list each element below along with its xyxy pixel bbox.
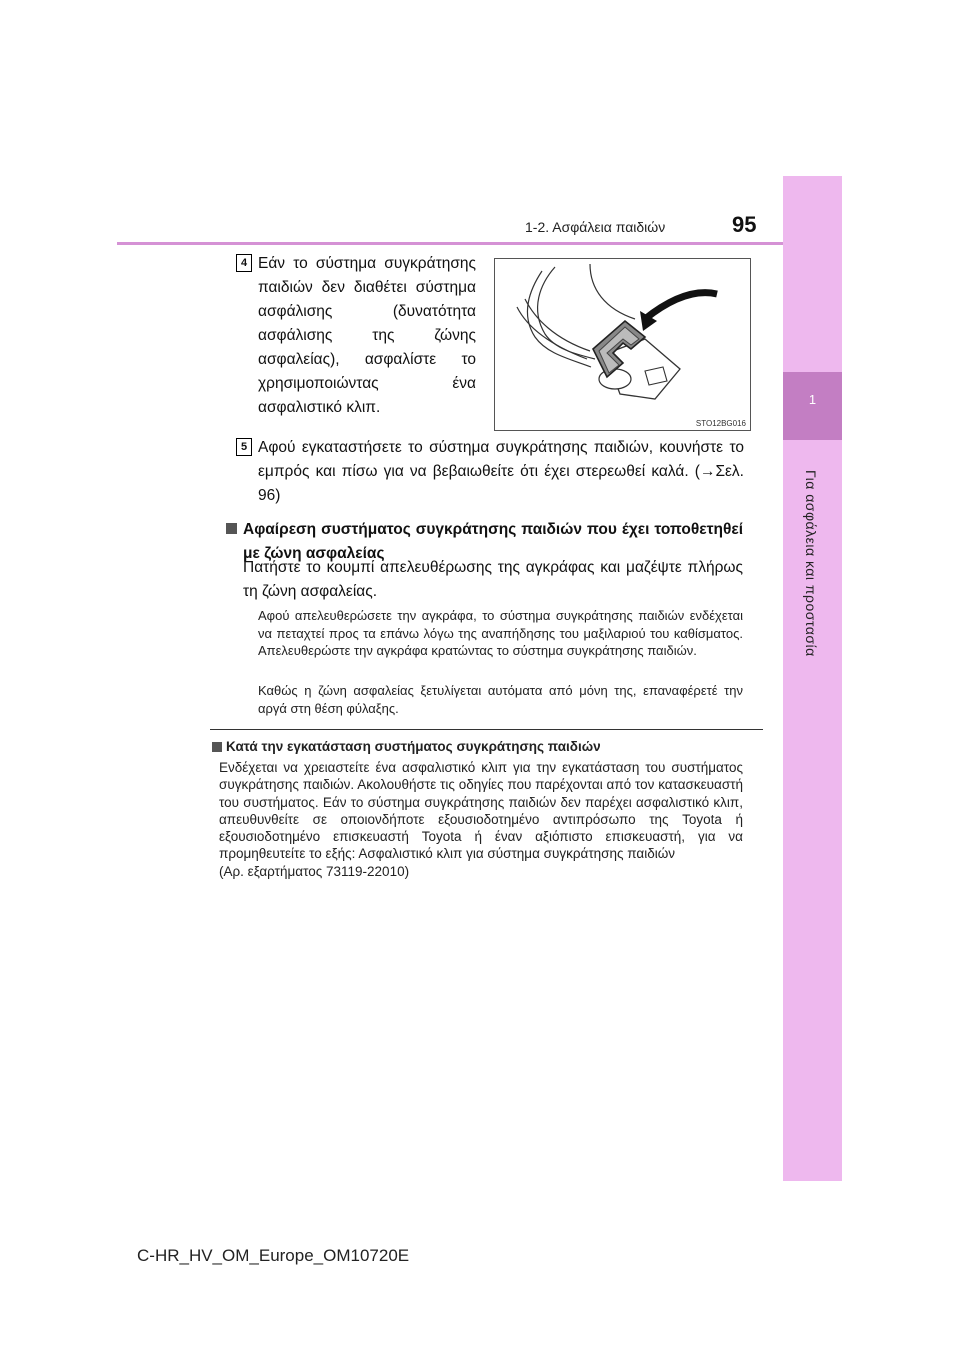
- chapter-title: Για ασφάλεια και προστασία: [803, 470, 819, 657]
- figure-locking-clip: [494, 258, 751, 431]
- chapter-number: 1: [808, 392, 817, 407]
- figure-code: STO12BG016: [695, 419, 746, 428]
- subsection-body: Πατήστε το κουμπί απελευθέρωσης της αγκράφας και μαζέψτε πλήρως τη ζώνη ασφαλείας.: [243, 559, 743, 600]
- square-bullet-icon: [226, 523, 237, 534]
- note-paragraph: Καθώς η ζώνη ασφαλείας ξετυλίγεται αυτόματα από μόνη της, επαναφέρετέ την αργά στη θέση φύλαξης.: [258, 683, 743, 716]
- note-paragraph: Αφού απελευθερώσετε την αγκράφα, το σύστημα συγκράτησης παιδιών ενδέχεται να πεταχτεί προς τα επάνω λόγω της αναπήδησης του μαξιλαριού του καθίσματος. Απελευθερώστε την αγκράφα κρατώντας το σύστημα συγκράτησης παιδιών.: [258, 608, 743, 658]
- note-body: [219, 759, 743, 880]
- page-reference-link[interactable]: Σελ. 96): [258, 463, 744, 504]
- section-divider: [210, 729, 763, 730]
- header-rule: [117, 242, 783, 245]
- note-heading: Κατά την εγκατάσταση συστήματος συγκράτησης παιδιών: [226, 739, 601, 754]
- step-text-part: Αφού εγκαταστήσετε το σύστημα συγκράτησης παιδιών, κουνήστε το εμπρός και πίσω για να βεβαιωθείτε ότι έχει στερεωθεί καλά. (: [258, 439, 744, 480]
- step-text: [258, 436, 744, 508]
- part-number: (Αρ. εξαρτήματος 73119-22010): [219, 863, 410, 879]
- arrow-right-icon: →: [699, 463, 716, 480]
- seatbelt-locking-clip-illustration: [495, 259, 750, 430]
- chapter-tab-background: [783, 176, 842, 1181]
- section-title: 1-2. Ασφάλεια παιδιών: [525, 219, 666, 235]
- document-id: C-HR_HV_OM_Europe_OM10720E: [137, 1246, 410, 1265]
- note-body-text: Ενδέχεται να χρειαστείτε ένα ασφαλιστικό κλιπ για την εγκατάσταση του συστήματος συγκράτησης παιδιών. Ακολουθήστε τις οδηγίες που παρέχονται από τον κατασκευαστή του συστήματος. Εάν το σύστημα συγκράτησης παιδιών δεν παρέχει ασφαλιστικό κλιπ, απευθυνθείτε σε οποιονδήποτε εξουσιοδοτημένο αντιπρόσωπο της Toyota ή εξουσιοδοτημένο επισκευαστή Toyota ή έναν αξιόπιστο επισκευαστή, για να προμηθευτείτε το εξής: Ασφαλιστικό κλιπ για σύστημα συγκράτησης παιδιών: [219, 760, 743, 862]
- subsection-heading: Αφαίρεση συστήματος συγκράτησης παιδιών που έχει τοποθετηθεί με ζώνη ασφαλείας: [243, 521, 743, 562]
- page-number: 95: [732, 212, 757, 237]
- step-number-badge: 5: [236, 438, 252, 456]
- step-number-badge: 4: [236, 254, 252, 272]
- step-text: Εάν το σύστημα συγκράτησης παιδιών δεν διαθέτει σύστημα ασφάλισης (δυνατότητα ασφάλισης της ζώνης ασφαλείας), ασφαλίστε το χρησιμοποιώντας ένα ασφαλιστικό κλιπ.: [258, 255, 476, 416]
- square-bullet-icon: [212, 742, 222, 752]
